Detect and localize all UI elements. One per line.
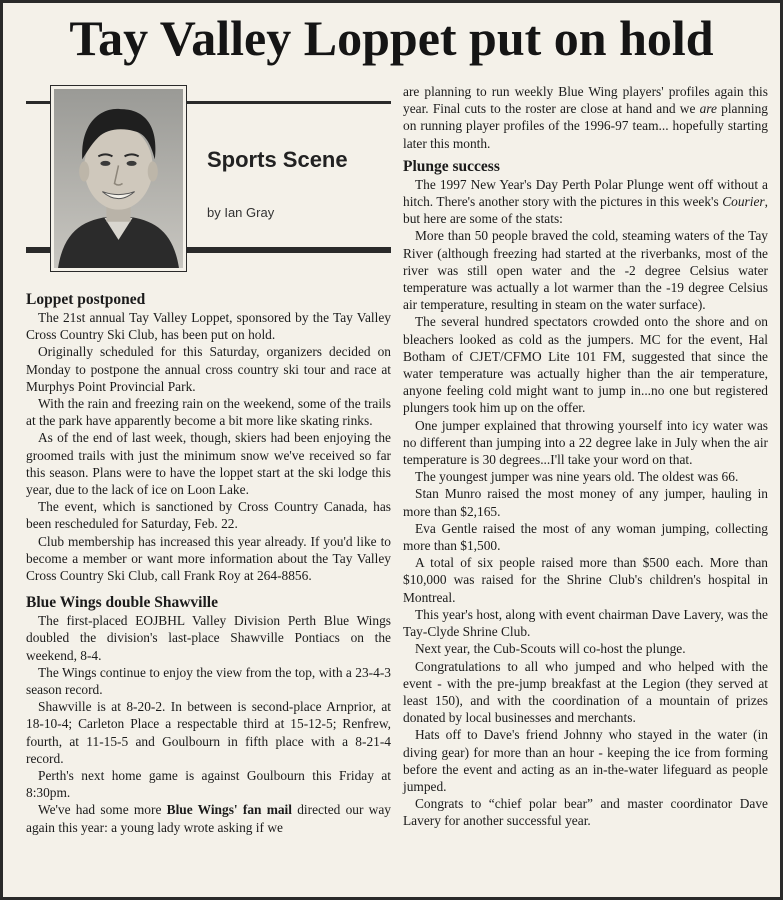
text-run: directed our way again this year: a young lady wrote asking if we: [26, 802, 391, 835]
paragraph: [403, 176, 768, 228]
byline: by Ian Gray: [207, 205, 275, 220]
paragraph: Eva Gentle raised the most of any woman jumping, collecting more than $1,500.: [403, 520, 768, 554]
text-run: We've had some more: [38, 802, 167, 818]
columnist-photo: [50, 85, 187, 272]
text-run: planning on running player profiles of the 1996-97 team... hopefully starting later this month.: [403, 101, 768, 151]
text-run: are planning to run weekly Blue Wing players' profiles again this year. Final cuts to the roster are close at hand and we: [403, 84, 768, 117]
paragraph: Congratulations to all who jumped and who helped with the event - with the pre-jump breakfast at the Legion (they served at least 150), and with the coordination of a mountain of prizes donated by local businesses and merchants.: [403, 658, 768, 726]
paragraph: A total of six people raised more than $500 each. More than $10,000 was raised for the Shrine Club's children's hospital in Montreal.: [403, 555, 768, 605]
columnist-portrait-image: [54, 89, 183, 268]
right-column: [403, 83, 768, 898]
bold-text: Blue Wings' fan mail: [166, 802, 292, 818]
paragraph: The several hundred spectators crowded onto the shore and on bleachers looked as cold as the jumpers. MC for the event, Hal Botham of CJET/CFMO Lite 101 FM, suggested that since the water temperature was actually higher than the air temperature, anyone feeling cold might want to jump in...no one but registered plungers took him up on the offer.: [403, 314, 768, 416]
text-run: , but here are some of the stats:: [403, 194, 768, 227]
paragraph: [26, 801, 391, 835]
continued-paragraph: [403, 83, 768, 152]
section-heading-plunge: Plunge success: [403, 157, 500, 175]
italic-text: are: [699, 101, 717, 117]
section-heading-loppet: Loppet postponed: [26, 291, 146, 308]
paragraph: Next year, the Cub-Scouts will co-host the plunge.: [415, 641, 686, 657]
paragraph: Hats off to Dave's friend Johnny who stayed in the water (in diving gear) for more than an hour - keeping the ice from forming before the event and acting as an in-the-water lifeguard as people jumped.: [403, 727, 768, 794]
headline: Tay Valley Loppet put on hold: [69, 10, 714, 66]
paragraph: As of the end of last week, though, skiers had been enjoying the groomed trails with just the minimum snow we've received so far this season. Plans were to have the loppet start at the ski lodge this year, due to the lack of ice on Loon Lake.: [26, 430, 391, 498]
paragraph: Shawville is at 8-20-2. In between is second-place Arnprior, at 18-10-4; Carleton Place a respectable third at 15-12-5; Renfrew, fourth, at 11-15-5 and Goulbourn in fifth place with a 8-21-4 record.: [26, 699, 391, 766]
text-run: The 1997 New Year's Day Perth Polar Plunge went off without a hitch. There's another story with the pictures in this week's: [403, 176, 768, 210]
paragraph: The youngest jumper was nine years old. The oldest was 66.: [415, 469, 739, 485]
paragraph: The Wings continue to enjoy the view from the top, with a 23-4-3 season record.: [26, 664, 391, 698]
left-column-body: [26, 291, 391, 836]
paragraph: One jumper explained that throwing yourself into icy water was no different than jumping into a 22 degree lake in July when the air temperature is 30 degrees...I'll take your word on that.: [403, 417, 768, 468]
paragraph: Perth's next home game is against Goulbourn this Friday at 8:30pm.: [26, 768, 391, 801]
paragraph: The event, which is sanctioned by Cross Country Canada, has been rescheduled for Saturday, Feb. 22.: [26, 499, 391, 532]
paragraph: More than 50 people braved the cold, steaming waters of the Tay River (although freezing had started at the riverbanks, most of the river was still open water and the -2 degree Celsius water temperature was actually a lot warmer than the -19 degree Celsius air temperature, resulting in steam on the water surface).: [403, 228, 768, 313]
paragraph: Club membership has increased this year already. If you'd like to become a member or want more information about the Tay Valley Cross Country Ski Club, call Frank Roy at 264-8856.: [26, 533, 391, 584]
paragraph: The first-placed EOJBHL Valley Division Perth Blue Wings doubled the division's last-place Shawville Pontiacs on the weekend, 8-4.: [26, 613, 391, 663]
paragraph: The 21st annual Tay Valley Loppet, sponsored by the Tay Valley Cross Country Ski Club, has been put on hold.: [26, 310, 391, 343]
paragraph: Congrats to “chief polar bear” and master coordinator Dave Lavery for another successful year.: [403, 796, 768, 829]
left-column: [26, 83, 391, 898]
italic-text: Courier: [722, 194, 765, 210]
right-column-body: [403, 83, 768, 830]
paragraph: With the rain and freezing rain on the weekend, some of the trails at the park have apparently become a bit more like skating rinks.: [26, 396, 391, 429]
paragraph: Originally scheduled for this Saturday, organizers decided on Monday to postpone the annual cross country ski tour and race at Murphys Point Provincial Park.: [26, 344, 391, 394]
paragraph: Stan Munro raised the most money of any jumper, hauling in more than $2,165.: [403, 486, 768, 519]
section-heading-blue-wings: Blue Wings double Shawville: [26, 594, 218, 612]
paragraph: This year's host, along with event chairman Dave Lavery, was the Tay-Clyde Shrine Club.: [403, 606, 768, 640]
column-name: Sports Scene: [207, 147, 348, 172]
